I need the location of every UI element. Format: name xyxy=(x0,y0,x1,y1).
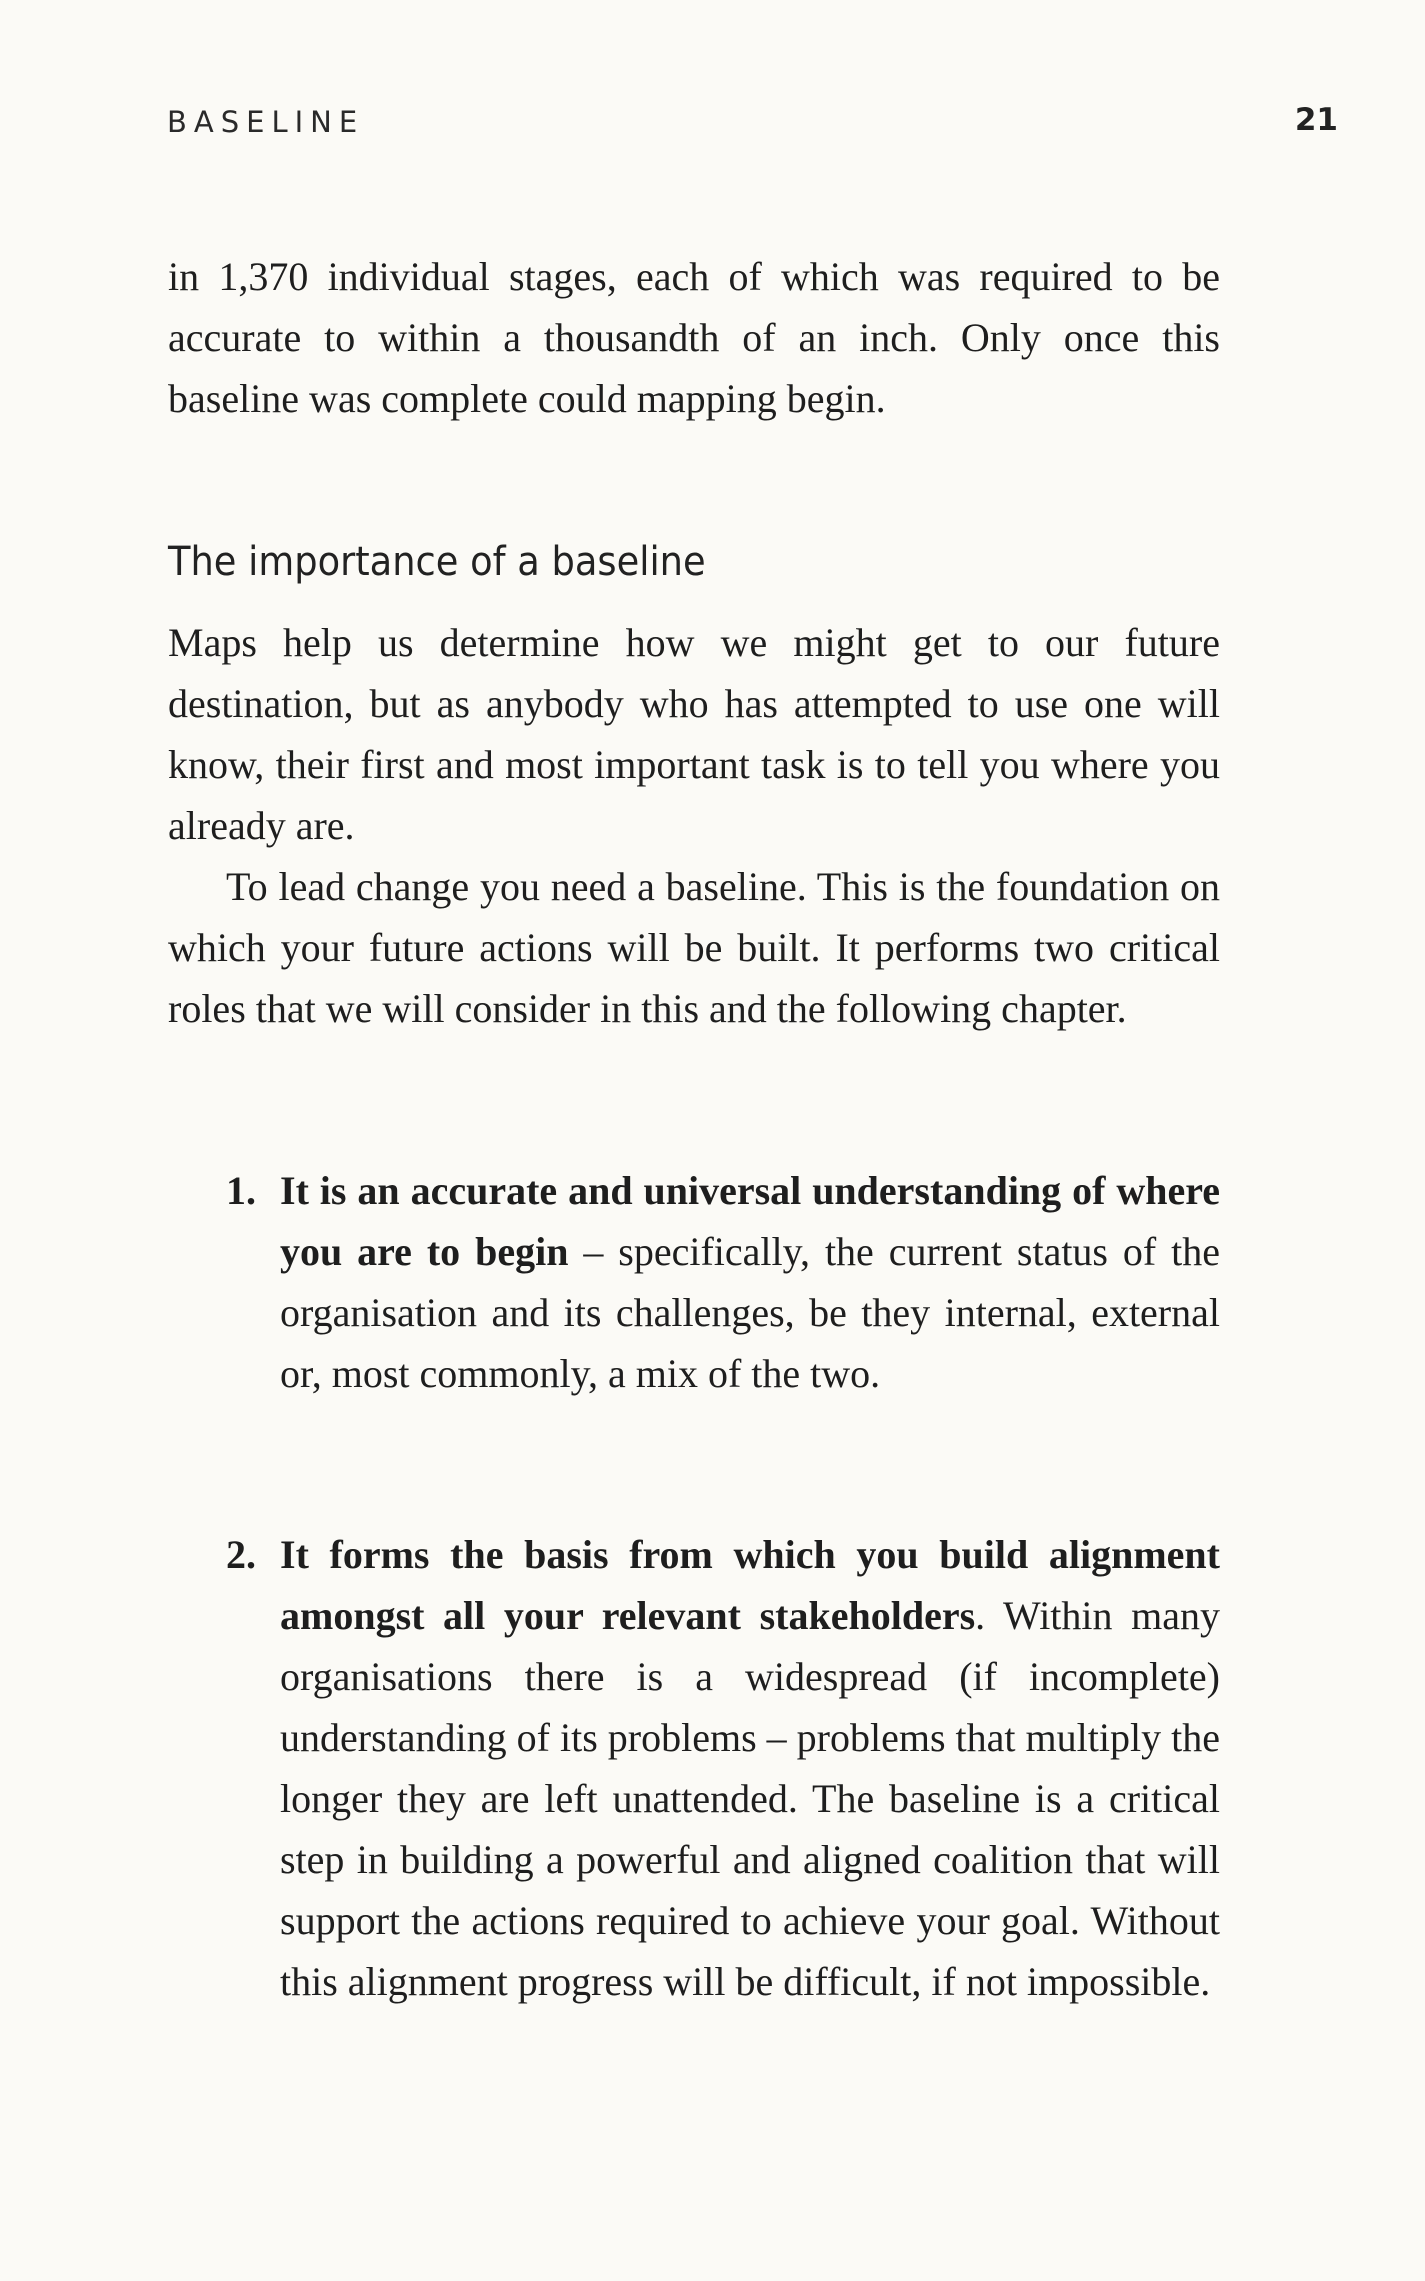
list-item-bold-text: It forms the basis from which you build alignment amongst all your relevant stakeholders xyxy=(280,1532,1220,1638)
list-item xyxy=(168,1160,1220,1404)
list-item-text xyxy=(280,1160,1220,1404)
section-heading: The importance of a baseline xyxy=(168,539,706,585)
list-item-bold-text: It is an accurate and universal understanding of where you are to begin xyxy=(280,1168,1220,1274)
list-item-body-text: . Within many organisations there is a widespread (if incomplete) understanding of its problems – problems that multiply the longer they are left unattended. The baseline is a critical step in building a powerful and aligned coalition that will support the actions required to achieve your goal. Without this alignment progress will be difficult, if not impossible. xyxy=(280,1593,1220,2004)
list-number: 1. xyxy=(226,1168,256,1213)
list-item-text xyxy=(280,1524,1220,2012)
list-item-body-text: – specifically, the current status of the organisation and its challenges, be they internal, external or, most commonly, a mix of the two. xyxy=(280,1229,1221,1396)
paragraph-maps: Maps help us determine how we might get to our future destination, but as anybody who has attempted to use one will know, their first and most important task is to tell you where you already are. xyxy=(168,620,1220,848)
list-number: 2. xyxy=(226,1532,256,1577)
list-item xyxy=(168,1524,1220,2012)
continued-paragraph: in 1,370 individual stages, each of which was required to be accurate to within a thousandth of an inch. Only once this baseline was complete could mapping begin. xyxy=(168,254,1220,421)
running-head: BASELINE xyxy=(167,105,365,139)
paragraph-lead: To lead change you need a baseline. This is the foundation on which your future actions will be built. It performs two critical roles that we will consider in this and the following chapter. xyxy=(168,864,1220,1031)
page-number: 21 xyxy=(1294,102,1338,138)
